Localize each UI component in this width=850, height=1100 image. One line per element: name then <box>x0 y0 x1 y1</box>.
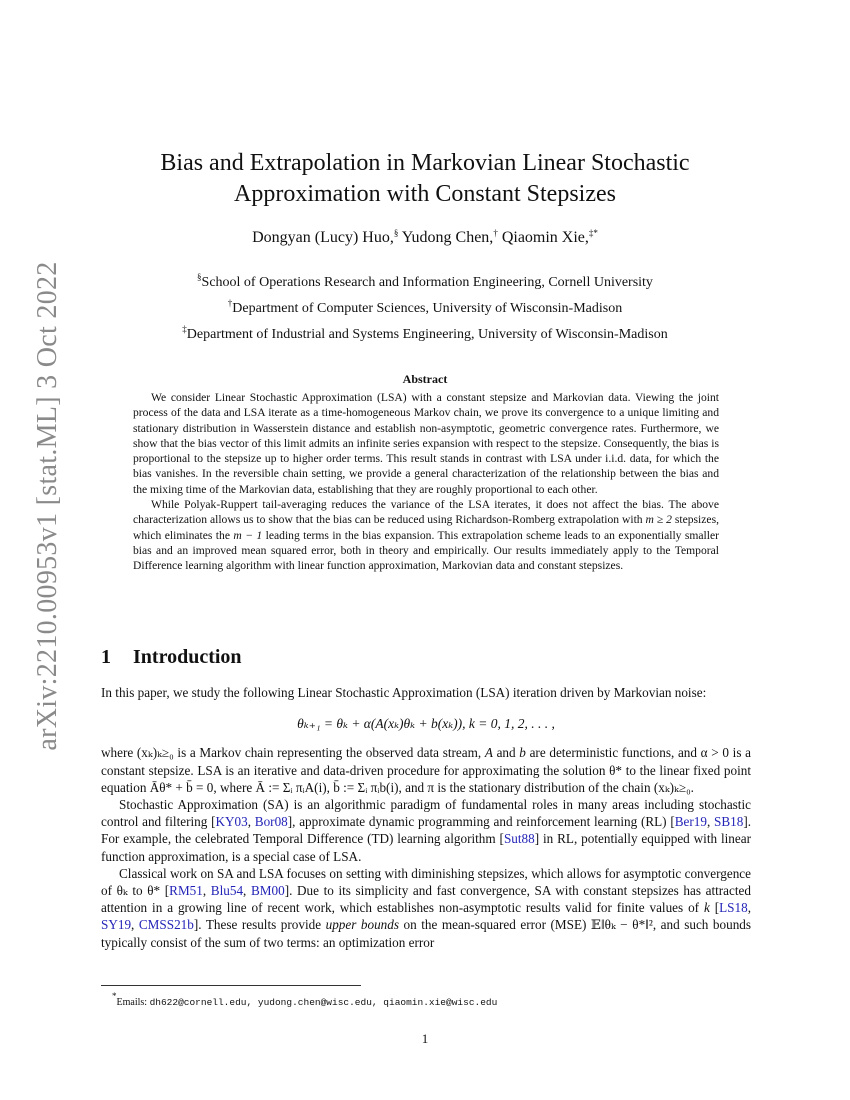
math-inline: b <box>519 745 526 761</box>
author-mark: ‡* <box>588 228 598 238</box>
title-line-1: Bias and Extrapolation in Markovian Linear Stochastic <box>160 150 690 176</box>
affiliation-list <box>0 267 850 345</box>
math-inline: m ≥ 2 <box>645 513 672 527</box>
text-run: ]. For example, the celebrated Temporal Difference (TD) learning algorithm [ <box>101 814 752 847</box>
citation-link[interactable]: Bor08 <box>254 814 288 830</box>
abstract-heading: Abstract <box>402 372 448 386</box>
text-run: ]. Due to its simplicity and fast convergence, SA with constant stepsizes has attracted attention in a growing line of recent work, which establishes non-asymptotic results valid for finite values of <box>101 883 751 916</box>
abstract-paragraph-1: We consider Linear Stochastic Approximation (LSA) with a constant stepsize and Markovian data. Viewing the joint process of the data and LSA iterate as a time-homogeneous Markov chain, we prove its convergence to a unique limiting and stationary distribution in Wasserstein distance and establish non-asymptotic, geometric convergence rates. Furthermore, we show that the bias vector of this limit admits an infinite series expansion with respect to the stepsize. Consequently, the bias is proportional to the stepsize up to higher order terms. This result stands in contrast with LSA under i.i.d. data, for which the bias vanishes. In the reversible chain setting, we provide a general characterization of the relationship between the bias and the mixing time of the Markovian data, establishing that they are roughly proportional to each other. <box>133 391 719 496</box>
math-inline: k <box>703 900 710 916</box>
abstract-body <box>133 390 719 574</box>
affiliation-mark: † <box>227 298 233 308</box>
citation-link[interactable]: BM00 <box>250 883 285 899</box>
section-title: Introduction <box>133 646 242 668</box>
citation-link[interactable]: Blu54 <box>210 883 244 899</box>
citation-link[interactable]: Ber19 <box>674 814 707 830</box>
emphasis: upper bounds <box>325 917 399 933</box>
affiliation-mark: ‡ <box>182 324 187 334</box>
text-run: [ <box>709 900 720 916</box>
text-run: where (xₖ)ₖ≥₀ is a Markov chain representing the observed data stream, <box>101 745 485 761</box>
intro-paragraph-4: Classical work on SA and LSA focuses on setting with diminishing stepsizes, which allows for asymptotic convergence of θₖ to θ* [RM51, Blu54, BM00]. Due to its simplicity and fast convergence, SA with constant stepsizes has attracted attention in a growing line of recent work, which establishes non-asymptotic results valid for finite values of k [LS18, SY19, CMSS21b]. These results provide upper bounds on the mean-squared error (MSE) 𝔼‖θₖ − θ*‖², and such bounds typically consist of the sum of two terms: an optimization error <box>101 865 752 950</box>
citation-link[interactable]: CMSS21b <box>138 917 194 933</box>
section-number: 1 <box>101 646 111 668</box>
affiliation-text: Department of Industrial and Systems Engineering, University of Wisconsin-Madison <box>186 327 668 342</box>
affiliation <box>0 293 850 319</box>
text-run: leading terms in the bias expansion. This extrapolation scheme leads to an exponentially smaller bias and an improved mean squared error, both in theory and empirically. Our results immediately apply to the Temporal Difference learning algorithm with linear function approximation, Markovian data and constant stepsizes. <box>133 528 719 573</box>
footnote <box>112 991 497 1008</box>
author-mark: † <box>493 228 498 238</box>
citation-link[interactable]: Sut88 <box>503 831 535 847</box>
text-run: ] in RL, potentially equipped with linear function approximation, is a special case of LSA. <box>101 831 751 864</box>
intro-paragraph-2 <box>101 744 751 796</box>
footnote-emails[interactable]: dh622@cornell.edu, yudong.chen@wisc.edu, qiaomin.xie@wisc.edu <box>149 997 498 1008</box>
author-mark: § <box>393 228 399 238</box>
text-run: on the mean-squared error (MSE) 𝔼‖θₖ − θ*‖², and such bounds typically consist of the sum of two terms: an optimization error <box>101 917 752 950</box>
text-run: are deterministic functions, and α > 0 is a constant stepsize. LSA is an iterative and data-driven procedure for approximating the solution θ* to the linear fixed point equation Āθ* + b̄ = 0, where Ā := Σᵢ πᵢA(i), b̄ := Σᵢ πᵢb(i), and π is the stationary distribution of the chain (xₖ)ₖ≥₀. <box>101 745 751 795</box>
intro-paragraph-3: Stochastic Approximation (SA) is an algorithmic paradigm of fundamental roles in many areas including stochastic control and filtering [KY03, Bor08], approximate dynamic programming and reinforcement learning (RL) [Ber19, SB18]. For example, the celebrated Temporal Difference (TD) learning algorithm [Sut88] in RL, potentially equipped with linear function approximation, is a special case of LSA. <box>101 797 752 864</box>
affiliation <box>0 319 850 345</box>
citation-link[interactable]: KY03 <box>215 814 248 830</box>
footnote-label: Emails: <box>116 997 150 1008</box>
affiliation-text: Department of Computer Sciences, University of Wisconsin-Madison <box>232 301 623 316</box>
introduction-body <box>101 684 751 951</box>
affiliation-mark: § <box>197 272 202 282</box>
text-run: While Polyak-Ruppert tail-averaging reduces the variance of the LSA iterates, it does not affect the bias. The above characterization allows us to show that the bias can be reduced using Richardson-Romberg extrapolation with <box>133 498 719 527</box>
abstract-paragraph-2 <box>133 497 719 573</box>
intro-paragraph-1: In this paper, we study the following Linear Stochastic Approximation (LSA) iteration driven by Markovian noise: <box>101 685 707 700</box>
author-name: Yudong Chen, <box>401 229 494 246</box>
math-inline: A <box>484 745 493 761</box>
text-run: ]. These results provide <box>193 917 326 933</box>
citation-link[interactable]: SB18 <box>714 814 744 830</box>
author-name: Dongyan (Lucy) Huo, <box>252 229 394 246</box>
affiliation <box>0 267 850 293</box>
footnote-mark: * <box>112 991 117 1001</box>
title-line-2: Approximation with Constant Stepsizes <box>234 181 616 207</box>
equation-text: θₖ₊₁ = θₖ + α(A(xₖ)θₖ + b(xₖ)), k = 0, 1, 2, . . . , <box>297 716 555 732</box>
text-run: ], approximate dynamic programming and reinforcement learning (RL) [ <box>287 814 675 830</box>
footnote-rule <box>101 985 361 986</box>
text-run: Classical work on SA and LSA focuses on setting with diminishing stepsizes, which allows for asymptotic convergence of θₖ to θ* [ <box>101 865 751 899</box>
affiliation-text: School of Operations Research and Information Engineering, Cornell University <box>201 275 653 290</box>
page-number: 1 <box>421 1031 429 1046</box>
text-run: stepsizes, which eliminates the <box>133 513 719 542</box>
text-run: Stochastic Approximation (SA) is an algorithmic paradigm of fundamental roles in many areas including stochastic control and filtering [ <box>101 797 751 830</box>
citation-link[interactable]: LS18 <box>719 900 748 916</box>
author-name: Qiaomin Xie, <box>501 229 589 246</box>
text-run: and <box>492 745 520 761</box>
author-list <box>0 228 850 247</box>
arxiv-identifier: arXiv:2210.00953v1 [stat.ML] 3 Oct 2022 <box>32 261 63 751</box>
paper-title <box>0 148 850 210</box>
math-inline: m − 1 <box>233 528 263 542</box>
citation-link[interactable]: RM51 <box>169 883 203 899</box>
lsa-iteration-equation <box>101 715 751 732</box>
citation-link[interactable]: SY19 <box>101 917 132 933</box>
section-heading <box>101 646 242 669</box>
